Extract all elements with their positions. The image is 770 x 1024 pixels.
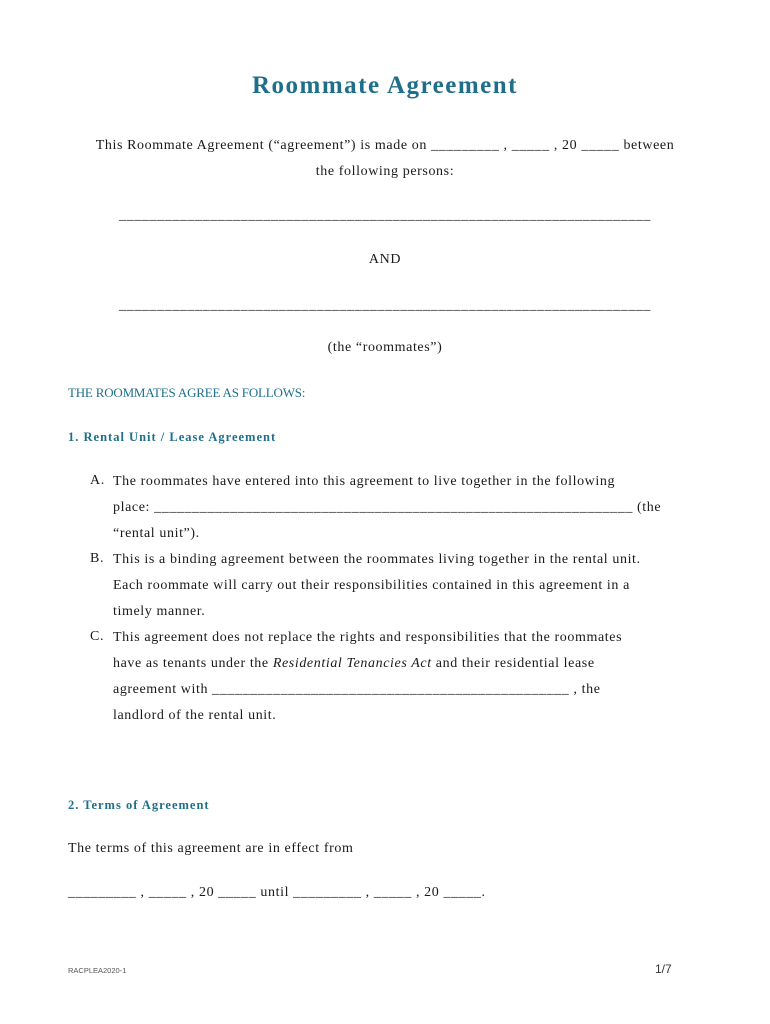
section-2-heading: 2. Terms of Agreement	[68, 798, 210, 812]
residential-tenancies-act: Residential Tenancies Act	[272, 656, 432, 671]
item-c-line-3: agreement with _______________________________________________ , the	[113, 682, 601, 697]
item-a-letter: A.	[90, 473, 105, 488]
item-c-line-2-start: have as tenants under the	[113, 656, 273, 671]
intro-line-1: This Roommate Agreement (“agreement”) is made on _________ , _____ , 20 _____ between	[95, 138, 675, 153]
item-c-line-4: landlord of the rental unit.	[113, 708, 277, 723]
party-2-blank: ______________________________________________________________________	[119, 298, 651, 313]
item-a-line-3: “rental unit”).	[113, 526, 200, 541]
item-b-text	[113, 551, 713, 629]
item-c-line-2	[113, 655, 713, 681]
section-1-heading: 1. Rental Unit / Lease Agreement	[68, 430, 277, 444]
and-label: AND	[368, 252, 402, 267]
page-number: 1/7	[655, 962, 672, 976]
document-code: RACPLEA2020-1	[68, 966, 127, 975]
item-c-text	[113, 629, 713, 733]
item-b-line-1: This is a binding agreement between the roommates living together in the rental unit.	[113, 552, 641, 567]
section-2-text: The terms of this agreement are in effect from	[68, 841, 354, 856]
item-b-line-3: timely manner.	[113, 604, 206, 619]
party-1-blank: ______________________________________________________________________	[119, 208, 651, 223]
roommates-label: (the “roommates”)	[327, 340, 443, 355]
item-c-line-1: This agreement does not replace the rights and responsibilities that the roommates	[113, 630, 623, 645]
item-c-line-2-end: and their residential lease	[431, 656, 595, 671]
item-b-letter: B.	[90, 551, 105, 566]
intro-line-2: the following persons:	[315, 164, 455, 179]
agree-heading: THE ROOMMATES AGREE AS FOLLOWS:	[68, 385, 306, 400]
item-a-line-2: place: _______________________________________________________________ (the	[113, 500, 662, 515]
item-a-text	[113, 473, 713, 551]
section-2-dates: _________ , _____ , 20 _____ until _________ , _____ , 20 _____.	[68, 885, 486, 900]
document-title: Roommate Agreement	[251, 72, 519, 99]
item-b-line-2: Each roommate will carry out their responsibilities contained in this agreement in a	[113, 578, 630, 593]
item-a-line-1: The roommates have entered into this agreement to live together in the following	[113, 474, 616, 489]
item-c-letter: C.	[90, 629, 105, 644]
